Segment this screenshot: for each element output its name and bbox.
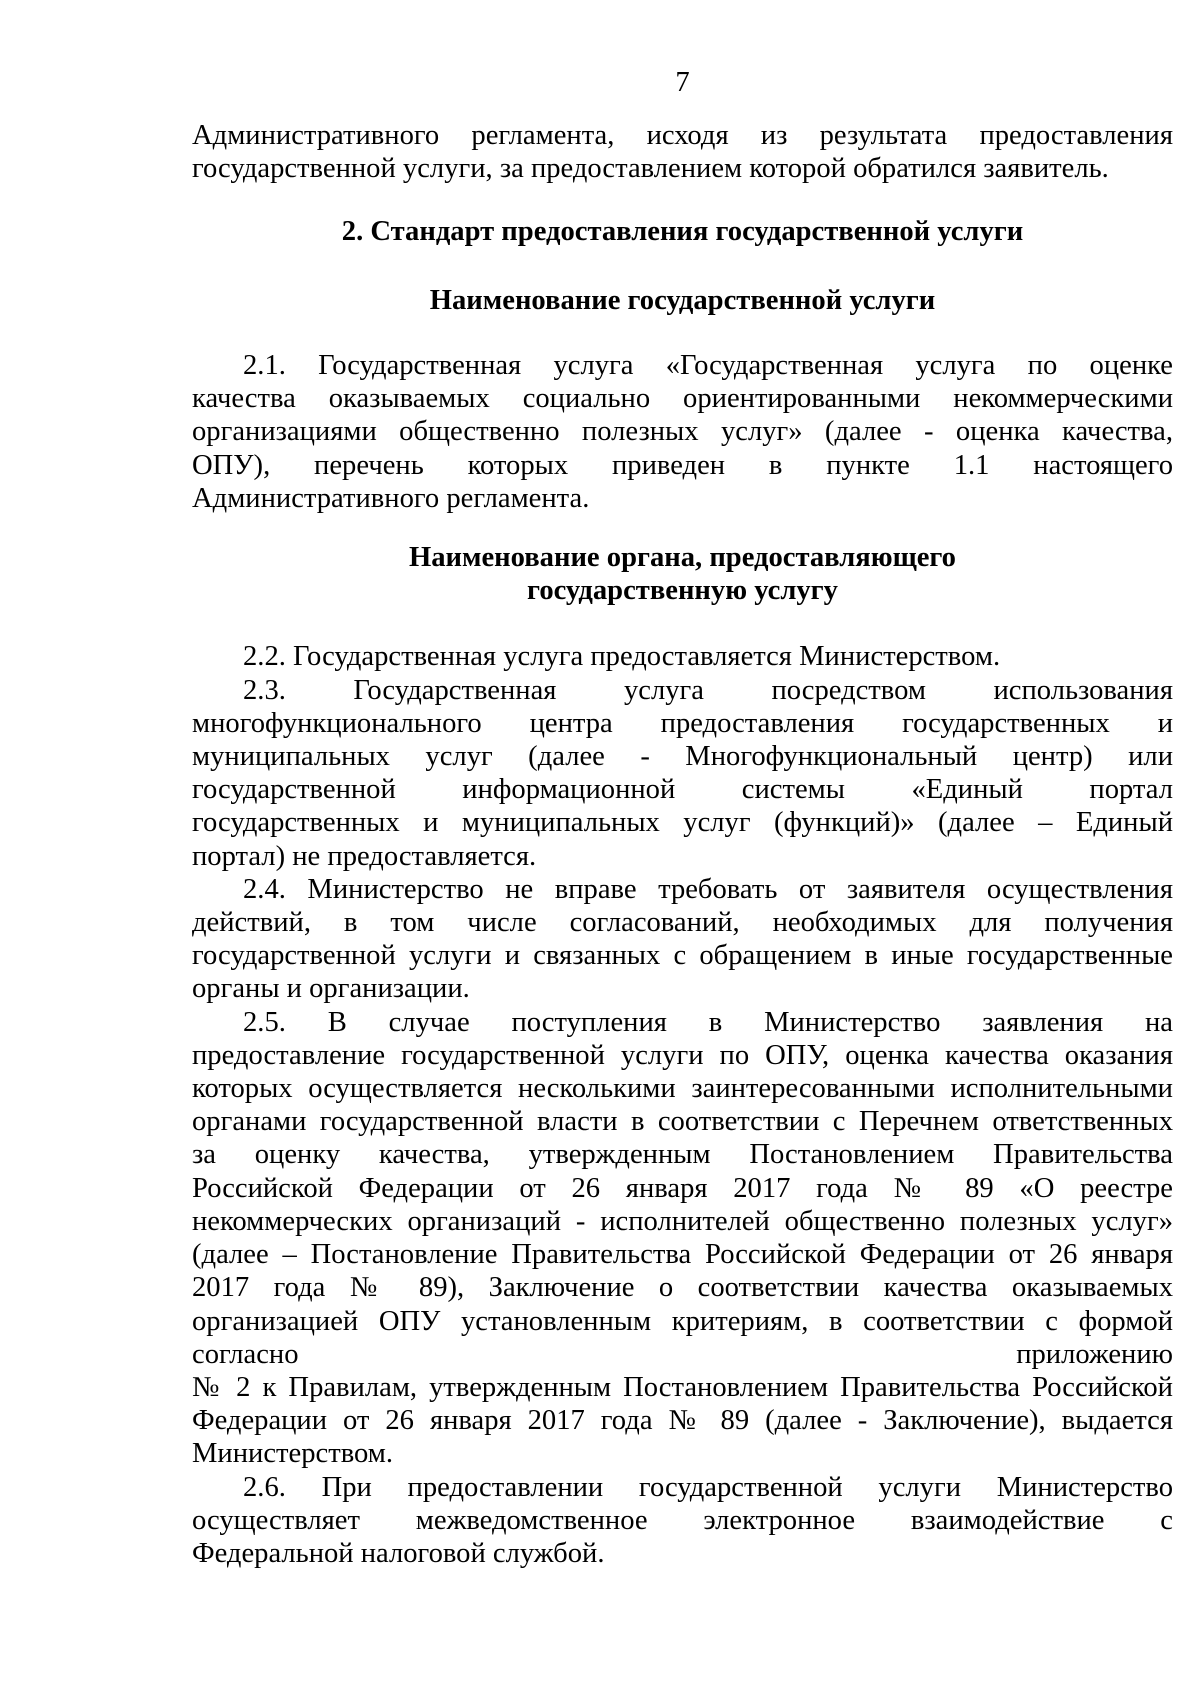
text-line: которых осуществляется несколькими заинтересованными исполнительными [192, 1073, 1173, 1105]
paragraph-continuation [192, 119, 1173, 185]
subsection-heading-authority-name [192, 541, 1173, 607]
text-line: качества оказываемых социально ориентированными некоммерческими [192, 383, 1173, 415]
text-line: (далее – Постановление Правительства Российской Федерации от 26 января [192, 1239, 1173, 1271]
text-line: органы и организации. [192, 973, 470, 1005]
page-number: 7 [675, 67, 690, 98]
heading-line: Наименование органа, предоставляющего [409, 542, 956, 574]
text-line: 2.4. Министерство не вправе требовать от заявителя осуществления [243, 873, 1173, 905]
text-line: осуществляет межведомственное электронное взаимодействие с [192, 1504, 1173, 1536]
paragraph-2-1 [192, 349, 1173, 515]
text-line: Министерством. [192, 1438, 393, 1470]
text-line: Федеральной налоговой службой. [192, 1537, 605, 1569]
text-line: согласно приложению [192, 1338, 1173, 1370]
heading-line: 2. Стандарт предоставления государственной услуги [341, 215, 1024, 247]
document-content [192, 119, 1173, 1570]
paragraph-2-2 [192, 640, 1173, 673]
text-line: государственной информационной системы «Единый портал [192, 774, 1173, 806]
text-line: 2.2. Государственная услуга предоставляется Министерством. [243, 641, 1001, 673]
heading-line: государственную услугу [527, 575, 838, 607]
text-line: муниципальных услуг (далее - Многофункциональный центр) или [192, 741, 1173, 773]
text-line: государственных и муниципальных услуг (функций)» (далее – Единый [192, 807, 1173, 839]
paragraph-2-6 [192, 1471, 1173, 1571]
text-line: органами государственной власти в соответствии с Перечнем ответственных [192, 1106, 1173, 1138]
text-line: 2017 года № 89), Заключение о соответствии качества оказываемых [192, 1272, 1173, 1304]
text-line: портал) не предоставляется. [192, 840, 537, 872]
text-line: 2.5. В случае поступления в Министерство заявления на [243, 1006, 1173, 1038]
paragraph-2-5 [192, 1006, 1173, 1471]
paragraph-2-4 [192, 873, 1173, 1006]
text-line: 2.6. При предоставлении государственной услуги Министерство [243, 1471, 1173, 1503]
text-line: некоммерческих организаций - исполнителей общественно полезных услуг» [192, 1205, 1173, 1237]
text-line: государственной услуги, за предоставлением которой обратился заявитель. [192, 153, 1109, 185]
paragraph-2-3 [192, 674, 1173, 873]
text-line: 2.3. Государственная услуга посредством использования [243, 674, 1173, 706]
text-line: Федерации от 26 января 2017 года № 89 (далее - Заключение), выдается [192, 1405, 1173, 1437]
text-line: многофункционального центра предоставления государственных и [192, 707, 1173, 739]
text-line: № 2 к Правилам, утвержденным Постановлением Правительства Российской [192, 1371, 1173, 1403]
text-line: за оценку качества, утвержденным Постановлением Правительства [192, 1139, 1173, 1171]
heading-line: Наименование государственной услуги [429, 284, 936, 316]
text-line: действий, в том числе согласований, необходимых для получения [192, 907, 1173, 939]
text-line: государственной услуги и связанных с обращением в иные государственные [192, 940, 1173, 972]
text-line: 2.1. Государственная услуга «Государственная услуга по оценке [243, 350, 1173, 382]
text-line: ОПУ), перечень которых приведен в пункте 1.1 настоящего [192, 449, 1173, 481]
text-line: Административного регламента, исходя из результата предоставления [192, 120, 1173, 152]
section-heading-standard [192, 215, 1173, 248]
text-line: Российской Федерации от 26 января 2017 года № 89 «О реестре [192, 1172, 1173, 1204]
text-line: организациями общественно полезных услуг» (далее - оценка качества, [192, 416, 1173, 448]
text-line: организацией ОПУ установленным критериям, в соответствии с формой [192, 1305, 1173, 1337]
subsection-heading-service-name [192, 284, 1173, 317]
text-line: Административного регламента. [192, 482, 590, 514]
text-line: предоставление государственной услуги по ОПУ, оценка качества оказания [192, 1039, 1173, 1071]
